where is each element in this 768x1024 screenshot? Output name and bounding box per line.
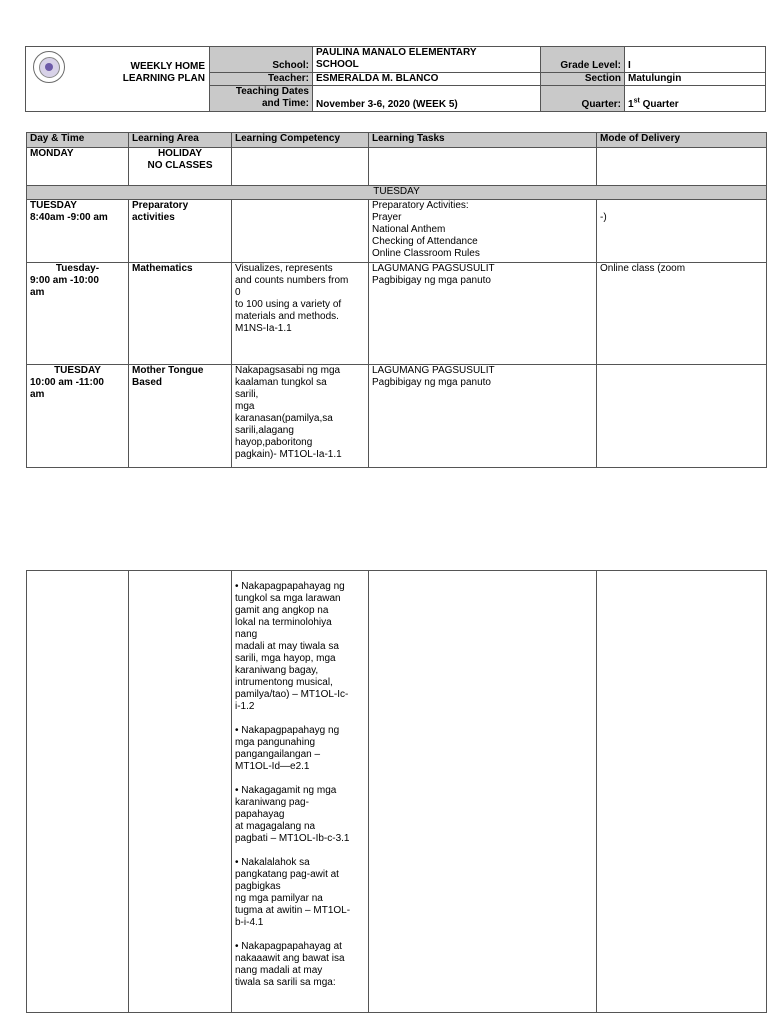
school-label: School: xyxy=(210,47,313,73)
day-banner: TUESDAY xyxy=(27,186,767,200)
deped-seal-icon xyxy=(33,51,65,83)
dates-label: Teaching Dates and Time: xyxy=(210,86,313,112)
grade-level-value: I xyxy=(625,47,766,73)
header-table xyxy=(25,46,766,112)
mode-cell: Online class (zoom xyxy=(597,263,767,365)
day-cell: TUESDAY 10:00 am -11:00 am xyxy=(27,365,129,468)
learning-plan-table xyxy=(26,132,767,468)
header-title-cell xyxy=(26,47,210,112)
school-value: PAULINA MANALO ELEMENTARY SCHOOL xyxy=(313,47,541,73)
table-row xyxy=(27,263,767,365)
quarter-value: 1st Quarter xyxy=(625,86,766,112)
teacher-label: Teacher: xyxy=(210,73,313,86)
column-header: Learning Area xyxy=(129,133,232,148)
table-row xyxy=(27,200,767,263)
mode-cell xyxy=(597,365,767,468)
competency-cell: Visualizes, represents and counts numbers from 0 to 100 using a variety of materials and methods. M1NS-Ia-1.1 xyxy=(232,263,369,365)
tasks-cell: LAGUMANG PAGSUSULIT Pagbibigay ng mga panuto xyxy=(369,263,597,365)
plan-title: WEEKLY HOME LEARNING PLAN xyxy=(122,61,205,84)
area-cell: HOLIDAY NO CLASSES xyxy=(129,148,232,186)
column-header: Mode of Delivery xyxy=(597,133,767,148)
competency-cell xyxy=(232,200,369,263)
section-label: Section xyxy=(541,73,625,86)
quarter-label: Quarter: xyxy=(541,86,625,112)
continuation-table xyxy=(26,570,767,1013)
day-cell: MONDAY xyxy=(27,148,129,186)
day-banner-row xyxy=(27,186,767,200)
competency-cell: Nakapagsasabi ng mga kaalaman tungkol sa sarili, mga karanasan(pamilya,sa sarili,alagang hayop,paboritong pagkain)- MT1OL-Ia-1.1 xyxy=(232,365,369,468)
dates-value: November 3-6, 2020 (WEEK 5) xyxy=(313,86,541,112)
mode-cell: -) xyxy=(597,200,767,263)
table-row xyxy=(27,365,767,468)
area-cell: Mathematics xyxy=(129,263,232,365)
column-header: Day & Time xyxy=(27,133,129,148)
competency-cell: • Nakapagpapahayag ng tungkol sa mga larawan gamit ang angkop na lokal na terminolohiya nang madali at may tiwala sa sarili, mga hayop, mga karaniwang bagay, intrumentong musical, pamilya/tao) – MT1OL-Ic- i-1.2 • Nakapagpapahayg ng mga pangunahing pangangailangan – MT1OL-Id—e2.1 • Nakagagamit ng mga karaniwang pag- papahayag at magagalang na pagbati – MT1OL-Ib-c-3.1 • Nakalalahok sa pangkatang pag-awit at pagbigkas ng mga pamilyar na tugma at awitin – MT1OL- b-i-4.1 • Nakapagpapahayag at nakaaawit ang bawat isa nang madali at may tiwala sa sarili sa mga: xyxy=(232,571,369,1013)
table-row xyxy=(27,571,767,1013)
column-header: Learning Competency xyxy=(232,133,369,148)
teacher-value: ESMERALDA M. BLANCO xyxy=(313,73,541,86)
tasks-cell: LAGUMANG PAGSUSULIT Pagbibigay ng mga panuto xyxy=(369,365,597,468)
area-cell: Preparatory activities xyxy=(129,200,232,263)
day-cell: Tuesday- 9:00 am -10:00 am xyxy=(27,263,129,365)
grade-level-label: Grade Level: xyxy=(541,47,625,73)
table-header-row xyxy=(27,133,767,148)
column-header: Learning Tasks xyxy=(369,133,597,148)
table-row xyxy=(27,148,767,186)
tasks-cell: Preparatory Activities: Prayer National Anthem Checking of Attendance Online Classroom Rules xyxy=(369,200,597,263)
day-cell: TUESDAY 8:40am -9:00 am xyxy=(27,200,129,263)
section-value: Matulungin xyxy=(625,73,766,86)
area-cell: Mother Tongue Based xyxy=(129,365,232,468)
